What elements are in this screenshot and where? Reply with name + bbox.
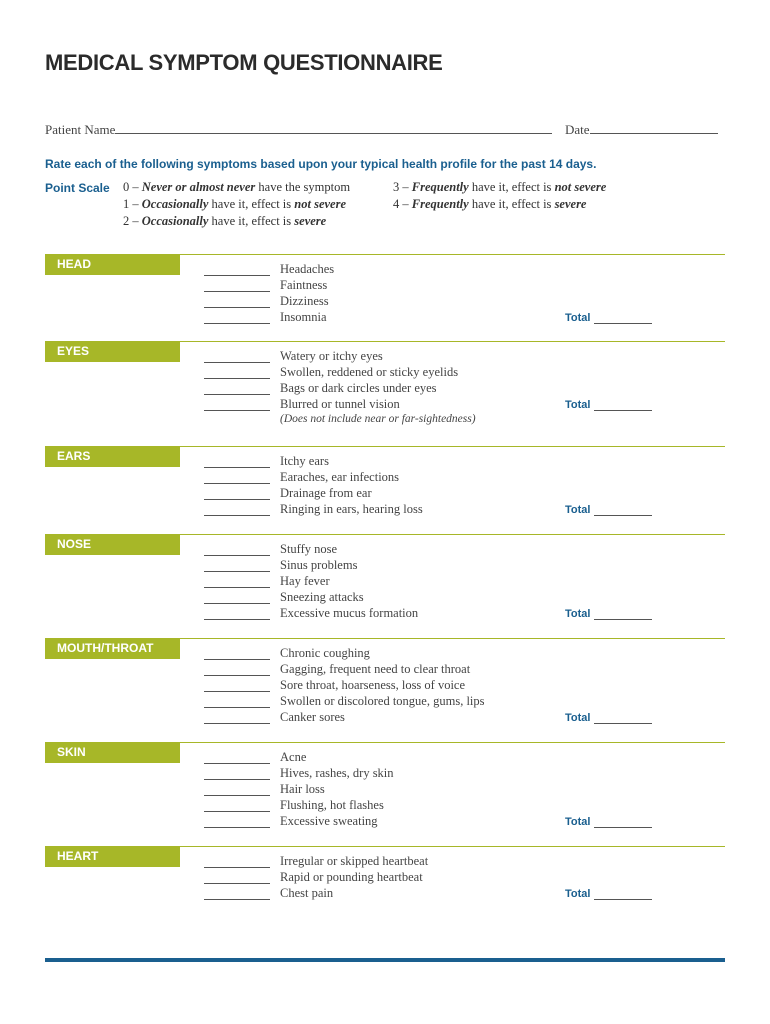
total-field[interactable]	[594, 608, 652, 620]
symptom-row	[204, 676, 485, 692]
symptom-row	[204, 604, 418, 620]
section-note: (Does not include near or far-sightedness)	[280, 413, 476, 425]
section-tab: EYES	[45, 341, 180, 362]
symptom-label: Sneezing attacks	[280, 590, 364, 604]
point-scale-left	[123, 179, 350, 230]
point-scale-text: have it, effect is	[468, 197, 555, 211]
score-field[interactable]	[204, 592, 270, 604]
total-field[interactable]	[594, 712, 652, 724]
section-total	[565, 500, 652, 516]
date-label: Date	[565, 122, 590, 137]
total-label: Total	[565, 816, 591, 828]
score-field[interactable]	[204, 784, 270, 796]
symptom-label: Chest pain	[280, 886, 334, 900]
section-divider	[180, 341, 725, 342]
score-field[interactable]	[204, 399, 270, 411]
date-row	[565, 122, 718, 138]
section-tab: HEART	[45, 846, 180, 867]
symptom-list	[204, 347, 476, 425]
point-scale-entry	[123, 179, 350, 196]
score-field[interactable]	[204, 664, 270, 676]
symptom-row	[204, 644, 485, 660]
symptom-label: Chronic coughing	[280, 646, 370, 660]
symptom-row	[204, 468, 423, 484]
symptom-label: Dizziness	[280, 294, 329, 308]
symptom-list	[204, 452, 423, 516]
point-scale-severity: not severe	[554, 180, 607, 194]
symptom-label: Faintness	[280, 278, 328, 292]
point-scale-prefix: 4 –	[393, 197, 412, 211]
symptom-row	[204, 884, 428, 900]
score-field[interactable]	[204, 680, 270, 692]
section-total	[565, 884, 652, 900]
point-scale-entry	[393, 196, 606, 213]
symptom-list	[204, 748, 394, 828]
symptom-row	[204, 308, 334, 324]
point-scale-prefix: 2 –	[123, 214, 142, 228]
point-scale-right	[393, 179, 606, 213]
symptom-label: Watery or itchy eyes	[280, 349, 383, 363]
point-scale-prefix: 1 –	[123, 197, 142, 211]
symptom-row	[204, 556, 418, 572]
score-field[interactable]	[204, 280, 270, 292]
date-field[interactable]	[590, 122, 718, 134]
point-scale-entry	[393, 179, 606, 196]
point-scale-prefix: 3 –	[393, 180, 412, 194]
score-field[interactable]	[204, 768, 270, 780]
section-tab: MOUTH/THROAT	[45, 638, 180, 659]
symptom-label: Sinus problems	[280, 558, 358, 572]
score-field[interactable]	[204, 383, 270, 395]
symptom-row	[204, 484, 423, 500]
total-field[interactable]	[594, 816, 652, 828]
section-tab: EARS	[45, 446, 180, 467]
symptom-list	[204, 644, 485, 724]
score-field[interactable]	[204, 816, 270, 828]
symptom-row	[204, 764, 394, 780]
section-divider	[180, 534, 725, 535]
score-field[interactable]	[204, 488, 270, 500]
score-field[interactable]	[204, 264, 270, 276]
point-scale-frequency: Frequently	[411, 197, 469, 211]
point-scale-severity: not severe	[294, 197, 347, 211]
score-field[interactable]	[204, 296, 270, 308]
total-label: Total	[565, 888, 591, 900]
total-label: Total	[565, 504, 591, 516]
symptom-row	[204, 588, 418, 604]
point-scale-frequency: Occasionally	[141, 197, 209, 211]
section-total	[565, 708, 652, 724]
symptom-label: Insomnia	[280, 310, 327, 324]
section-total	[565, 395, 652, 411]
symptom-label: Hives, rashes, dry skin	[280, 766, 394, 780]
patient-name-label: Patient Name	[45, 122, 116, 137]
point-scale-text: have it, effect is	[208, 214, 295, 228]
score-field[interactable]	[204, 752, 270, 764]
section-total	[565, 604, 652, 620]
score-field[interactable]	[204, 504, 270, 516]
section-divider	[180, 638, 725, 639]
symptom-label: Acne	[280, 750, 307, 764]
section-divider	[180, 254, 725, 255]
symptom-label: Drainage from ear	[280, 486, 372, 500]
symptom-row	[204, 572, 418, 588]
total-field[interactable]	[594, 888, 652, 900]
symptom-label: Ringing in ears, hearing loss	[280, 502, 423, 516]
symptom-label: Earaches, ear infections	[280, 470, 400, 484]
point-scale-entry	[123, 196, 350, 213]
symptom-row	[204, 692, 485, 708]
page-title: MEDICAL SYMPTOM QUESTIONNAIRE	[45, 50, 443, 75]
symptom-row	[204, 395, 476, 411]
symptom-list	[204, 260, 334, 324]
score-field[interactable]	[204, 608, 270, 620]
point-scale-severity: severe	[554, 197, 587, 211]
score-field[interactable]	[204, 800, 270, 812]
symptom-row	[204, 500, 423, 516]
symptom-label: Bags or dark circles under eyes	[280, 381, 437, 395]
point-scale-text: have it, effect is	[208, 197, 295, 211]
symptom-row	[204, 708, 485, 724]
symptom-label: Gagging, frequent need to clear throat	[280, 662, 471, 676]
symptom-row	[204, 452, 423, 468]
score-field[interactable]	[204, 856, 270, 868]
total-field[interactable]	[594, 399, 652, 411]
point-scale-label: Point Scale	[45, 181, 110, 195]
symptom-row	[204, 260, 334, 276]
point-scale-prefix: 0 –	[123, 180, 142, 194]
section-divider	[180, 742, 725, 743]
total-field[interactable]	[594, 312, 652, 324]
score-field[interactable]	[204, 351, 270, 363]
section-divider	[180, 446, 725, 447]
point-scale-text: have the symptom	[255, 180, 351, 194]
total-label: Total	[565, 608, 591, 620]
score-field[interactable]	[204, 576, 270, 588]
symptom-label: Rapid or pounding heartbeat	[280, 870, 423, 884]
section-total	[565, 308, 652, 324]
total-field[interactable]	[594, 504, 652, 516]
symptom-label: Irregular or skipped heartbeat	[280, 854, 429, 868]
symptom-label: Swollen, reddened or sticky eyelids	[280, 365, 459, 379]
total-label: Total	[565, 399, 591, 411]
symptom-label: Headaches	[280, 262, 335, 276]
score-field[interactable]	[204, 888, 270, 900]
symptom-row	[204, 379, 476, 395]
symptom-list	[204, 852, 428, 900]
patient-name-row	[45, 122, 552, 138]
score-field[interactable]	[204, 872, 270, 884]
instructions: Rate each of the following symptoms based upon your typical health profile for the past 14 days.	[45, 157, 597, 171]
point-scale-severity: severe	[294, 214, 327, 228]
section-tab: SKIN	[45, 742, 180, 763]
symptom-label: Hay fever	[280, 574, 330, 588]
point-scale-frequency: Frequently	[411, 180, 469, 194]
symptom-label: Sore throat, hoarseness, loss of voice	[280, 678, 466, 692]
total-label: Total	[565, 712, 591, 724]
section-tab: HEAD	[45, 254, 180, 275]
section-tab: NOSE	[45, 534, 180, 555]
symptom-row	[204, 796, 394, 812]
symptom-row	[204, 347, 476, 363]
point-scale-entry	[123, 213, 350, 230]
point-scale-frequency: Never or almost never	[141, 180, 256, 194]
score-field[interactable]	[204, 560, 270, 572]
symptom-label: Stuffy nose	[280, 542, 338, 556]
symptom-label: Itchy ears	[280, 454, 329, 468]
symptom-label: Blurred or tunnel vision	[280, 397, 400, 411]
score-field[interactable]	[204, 456, 270, 468]
section-total	[565, 812, 652, 828]
symptom-row	[204, 748, 394, 764]
score-field[interactable]	[204, 648, 270, 660]
total-label: Total	[565, 312, 591, 324]
score-field[interactable]	[204, 367, 270, 379]
score-field[interactable]	[204, 312, 270, 324]
point-scale-text: have it, effect is	[468, 180, 555, 194]
symptom-row	[204, 660, 485, 676]
symptom-label: Swollen or discolored tongue, gums, lips	[280, 694, 485, 708]
section-divider	[180, 846, 725, 847]
symptom-row	[204, 812, 394, 828]
score-field[interactable]	[204, 696, 270, 708]
symptom-label: Excessive mucus formation	[280, 606, 419, 620]
symptom-label: Excessive sweating	[280, 814, 378, 828]
symptom-row	[204, 852, 428, 868]
symptom-row	[204, 780, 394, 796]
symptom-row	[204, 363, 476, 379]
score-field[interactable]	[204, 472, 270, 484]
symptom-label: Flushing, hot flashes	[280, 798, 384, 812]
point-scale-frequency: Occasionally	[141, 214, 209, 228]
symptom-row	[204, 276, 334, 292]
symptom-label: Canker sores	[280, 710, 345, 724]
symptom-label: Hair loss	[280, 782, 325, 796]
symptom-row	[204, 868, 428, 884]
patient-name-field[interactable]	[115, 122, 552, 134]
symptom-row	[204, 540, 418, 556]
symptom-list	[204, 540, 418, 620]
symptom-row	[204, 292, 334, 308]
score-field[interactable]	[204, 712, 270, 724]
score-field[interactable]	[204, 544, 270, 556]
footer-rule	[45, 958, 725, 962]
